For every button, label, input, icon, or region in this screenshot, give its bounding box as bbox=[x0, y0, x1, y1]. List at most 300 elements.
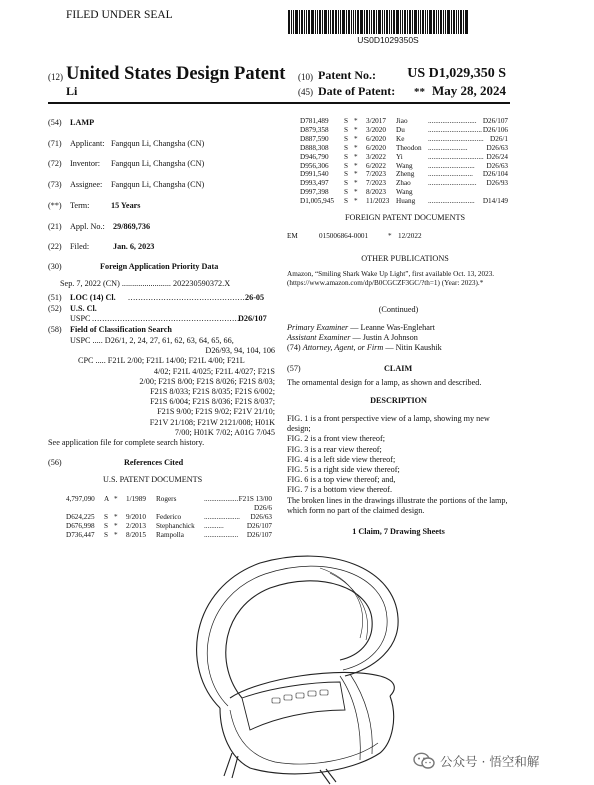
references-heading: References Cited bbox=[124, 458, 184, 467]
barcode-bar bbox=[311, 10, 314, 34]
reference-no: D676,998 bbox=[66, 521, 95, 530]
reference-kind: S bbox=[104, 512, 108, 521]
reference-cls: D26/107 bbox=[482, 117, 508, 125]
reference-no: D1,005,945 bbox=[300, 197, 334, 206]
reference-star: * bbox=[354, 134, 358, 143]
reference-dots: ........... bbox=[204, 521, 224, 530]
reference-no: 4,797,090 bbox=[66, 495, 95, 503]
reference-name: Jiao bbox=[396, 117, 408, 125]
title-code-45: (45) bbox=[298, 87, 313, 97]
reference-dots: .................... bbox=[204, 512, 240, 521]
reference-dots: .............................. bbox=[428, 125, 482, 134]
search-line: D26/93, 94, 104, 106 bbox=[205, 346, 275, 356]
barcode-bar bbox=[433, 10, 435, 34]
field-code: (56) bbox=[48, 458, 62, 467]
field-code: (71) bbox=[48, 139, 62, 148]
reference-star: * bbox=[114, 495, 118, 503]
wechat-icon bbox=[413, 752, 435, 770]
reference-no: D946,790 bbox=[300, 152, 329, 161]
reference-date: 6/2022 bbox=[366, 161, 386, 170]
reference-name: Du bbox=[396, 125, 405, 134]
reference-row bbox=[300, 188, 508, 197]
reference-dots bbox=[204, 504, 234, 513]
description-line: The broken lines in the drawings illustrate the portions of the lamp, which form no part of the claimed design. bbox=[287, 495, 508, 515]
reference-kind: S bbox=[344, 125, 348, 134]
barcode-bar bbox=[420, 10, 421, 34]
search-line: USPC ..... D26/1, 2, 24, 27, 61, 62, 63, 64, 65, 66, bbox=[70, 336, 234, 345]
primary-examiner-label: Primary Examiner bbox=[287, 323, 349, 332]
reference-cls: D26/93 bbox=[486, 179, 508, 188]
reference-dots: .......................... bbox=[428, 197, 475, 206]
reference-name: Rampolla bbox=[156, 530, 184, 539]
description-line: FIG. 6 is a top view thereof; and, bbox=[287, 475, 396, 485]
date-of-patent-label: Date of Patent: bbox=[318, 84, 396, 98]
field-code: (22) bbox=[48, 242, 62, 251]
reference-name: Zhao bbox=[396, 179, 411, 188]
barcode-bar bbox=[445, 10, 446, 34]
reference-cls: D26/1 bbox=[490, 134, 508, 143]
reference-date: 7/2023 bbox=[366, 179, 386, 188]
field-label: Filed: bbox=[70, 242, 90, 251]
reference-no: D879,358 bbox=[300, 125, 329, 134]
field-value: Jan. 6, 2023 bbox=[113, 242, 155, 251]
reference-row bbox=[300, 179, 508, 188]
barcode-bar bbox=[404, 10, 406, 34]
filed-under-seal: FILED UNDER SEAL bbox=[66, 9, 173, 21]
patent-date: May 28, 2024 bbox=[431, 83, 506, 98]
reference-row bbox=[300, 144, 508, 153]
reference-cls: D26/6 bbox=[254, 503, 272, 512]
foreign-patent-heading: FOREIGN PATENT DOCUMENTS bbox=[344, 213, 466, 222]
reference-kind: S bbox=[344, 134, 348, 143]
field-label: Applicant: bbox=[70, 139, 105, 148]
barcode-bar bbox=[346, 10, 347, 34]
search-line: CPC ..... F21L 2/00; F21L 14/00; F21L 4/00; F21L bbox=[78, 356, 245, 366]
search-line: 7/00; H01K 7/02; A01G 7/045 bbox=[174, 427, 275, 437]
us-references-continued bbox=[300, 117, 508, 206]
barcode-bar bbox=[315, 10, 316, 34]
uscl-label: U.S. Cl. bbox=[70, 304, 97, 313]
reference-no bbox=[66, 504, 104, 513]
barcode-bar bbox=[451, 10, 452, 34]
examiners bbox=[287, 323, 510, 354]
barcode-bar bbox=[386, 10, 388, 34]
field-code: (51) bbox=[48, 293, 62, 302]
reference-row bbox=[66, 504, 272, 513]
reference-cls: F21S 13/00 bbox=[238, 495, 272, 503]
barcode-bar bbox=[465, 10, 468, 34]
barcode-bar bbox=[460, 10, 462, 34]
barcode-bar bbox=[332, 10, 334, 34]
barcode-bar bbox=[371, 10, 372, 34]
claim-heading: CLAIM bbox=[384, 364, 413, 373]
inventor-surname: Li bbox=[66, 84, 78, 98]
barcode-bar bbox=[412, 10, 413, 34]
reference-cls bbox=[468, 188, 508, 197]
uscl-sub: USPC bbox=[70, 314, 91, 323]
barcode-bar bbox=[378, 10, 381, 34]
barcode-bar bbox=[458, 10, 459, 34]
reference-kind: S bbox=[344, 143, 348, 152]
reference-name: Stephanchick bbox=[156, 521, 195, 530]
reference-name: Theodon bbox=[396, 143, 422, 152]
reference-dots: .......................... bbox=[428, 161, 475, 170]
barcode-bar bbox=[443, 10, 444, 34]
barcode-bar bbox=[427, 10, 428, 34]
barcode-bar bbox=[425, 10, 426, 34]
barcode-bar bbox=[301, 10, 303, 34]
field-code: (30) bbox=[48, 262, 62, 271]
patent-number: US D1,029,350 S bbox=[407, 66, 506, 81]
patent-title: United States Design Patent bbox=[66, 64, 286, 84]
reference-kind: S bbox=[344, 152, 348, 161]
field-code: (72) bbox=[48, 159, 62, 168]
description-heading: DESCRIPTION bbox=[370, 396, 427, 405]
reference-star: * bbox=[114, 530, 118, 539]
attorney-label: Attorney, Agent, or Firm bbox=[302, 343, 384, 353]
barcode-bar bbox=[317, 10, 318, 34]
field-value: Fangqun Li, Changsha (CN) bbox=[111, 180, 205, 189]
barcode-bar bbox=[293, 10, 294, 34]
reference-cls: D26/107 bbox=[246, 521, 272, 530]
barcode-bar bbox=[369, 10, 370, 34]
assistant-examiner-label: Assistant Examiner bbox=[287, 333, 351, 343]
barcode-bar bbox=[366, 10, 368, 34]
continued-note: (Continued) bbox=[378, 305, 419, 314]
reference-dots: ................... bbox=[204, 530, 239, 539]
reference-star: * bbox=[354, 125, 358, 134]
barcode bbox=[288, 10, 488, 45]
barcode-bar bbox=[463, 10, 464, 34]
reference-cls: D26/107 bbox=[246, 530, 272, 539]
search-line: 2/00; F21S 8/00; F21S 8/026; F21S 8/03; bbox=[139, 376, 275, 386]
barcode-bar bbox=[308, 10, 310, 34]
claim-code: (57) bbox=[287, 364, 301, 373]
primary-examiner-name: — Leanne Was-Englehart bbox=[348, 323, 435, 332]
foreign-star: * bbox=[388, 232, 392, 240]
reference-star bbox=[114, 504, 126, 513]
field-code: (21) bbox=[48, 222, 62, 231]
reference-kind: S bbox=[344, 117, 348, 125]
barcode-bar bbox=[328, 10, 329, 34]
reference-row bbox=[300, 126, 508, 135]
barcode-bar bbox=[295, 10, 298, 34]
reference-star: * bbox=[354, 179, 358, 188]
search-line: F21S 9/00; F21S 9/02; F21V 21/10; bbox=[157, 407, 275, 417]
reference-cls: D26/63 bbox=[486, 161, 508, 170]
us-references-table bbox=[66, 495, 272, 540]
reference-no: D956,306 bbox=[300, 161, 329, 170]
description-line: FIG. 1 is a front perspective view of a lamp, showing my new design; bbox=[287, 414, 490, 434]
field-label: Inventor: bbox=[70, 159, 101, 168]
barcode-bar bbox=[324, 10, 327, 34]
reference-date: 1/1989 bbox=[126, 495, 146, 503]
barcode-bar bbox=[422, 10, 424, 34]
loc-value: 26-05 bbox=[245, 293, 265, 302]
us-patent-docs-heading: U.S. PATENT DOCUMENTS bbox=[103, 475, 203, 484]
description-line: FIG. 5 is a right side view thereof; bbox=[287, 465, 400, 475]
reference-dots bbox=[428, 188, 468, 197]
reference-row bbox=[66, 495, 272, 504]
reference-date: 9/2010 bbox=[126, 512, 146, 521]
barcode-bar bbox=[338, 10, 339, 34]
field-code: (58) bbox=[48, 325, 62, 334]
description-body bbox=[287, 414, 510, 516]
barcode-bar bbox=[373, 10, 375, 34]
search-line: F21S 8/033; F21S 8/035; F21S 6/002; bbox=[150, 387, 275, 397]
reference-date: 3/2022 bbox=[366, 152, 386, 161]
assistant-examiner-name: — Justin A Johnson bbox=[350, 333, 418, 343]
reference-star: * bbox=[114, 512, 118, 521]
lamp-control-panel bbox=[242, 682, 345, 730]
barcode-bar bbox=[351, 10, 352, 34]
field-label: LAMP bbox=[70, 118, 95, 127]
claim-heading-row bbox=[287, 364, 510, 374]
search-line: F21S 6/004; F21S 8/036; F21S 8/037; bbox=[150, 397, 275, 407]
reference-kind: S bbox=[344, 170, 348, 179]
header-rule bbox=[48, 102, 510, 104]
barcode-bar bbox=[384, 10, 385, 34]
reference-no: D781,489 bbox=[300, 117, 329, 125]
reference-star: * bbox=[354, 143, 358, 152]
description-line: FIG. 3 is a rear view thereof; bbox=[287, 444, 382, 454]
reference-date: 6/2020 bbox=[366, 134, 386, 143]
reference-cls: D26/104 bbox=[482, 170, 508, 179]
attorney-line bbox=[287, 343, 510, 353]
reference-star: * bbox=[354, 117, 358, 125]
watermark-text: 公众号 · 悟空和解 bbox=[440, 754, 540, 769]
reference-no: D736,447 bbox=[66, 530, 95, 539]
barcode-bar bbox=[304, 10, 305, 34]
reference-row bbox=[300, 170, 508, 179]
reference-cls: D26/63 bbox=[250, 512, 272, 521]
barcode-number: US0D1029350S bbox=[357, 35, 419, 45]
attorney-code: (74) bbox=[287, 343, 301, 353]
uscl-value: D26/107 bbox=[238, 314, 267, 323]
reference-name: Yi bbox=[396, 152, 403, 161]
reference-kind: S bbox=[344, 188, 348, 197]
field-search-lines bbox=[48, 336, 275, 448]
assistant-examiner-line bbox=[287, 333, 510, 343]
barcode-bar bbox=[447, 10, 450, 34]
field-value: 15 Years bbox=[111, 201, 141, 210]
field-label: Appl. No.: bbox=[70, 222, 105, 231]
field-label: Assignee: bbox=[70, 180, 103, 189]
reference-cls: D26/106 bbox=[482, 125, 508, 134]
barcode-bar bbox=[396, 10, 399, 34]
barcode-bar bbox=[288, 10, 290, 34]
barcode-bar bbox=[409, 10, 411, 34]
field-search-heading: Field of Classification Search bbox=[70, 325, 172, 334]
barcode-bar bbox=[440, 10, 442, 34]
reference-star: * bbox=[114, 521, 118, 530]
other-publications-heading: OTHER PUBLICATIONS bbox=[361, 254, 449, 263]
barcode-bar bbox=[330, 10, 331, 34]
watermark bbox=[413, 752, 539, 770]
reference-row bbox=[66, 513, 272, 522]
reference-star: * bbox=[354, 188, 358, 197]
search-note: See application file for complete search history. bbox=[48, 438, 205, 448]
reference-row bbox=[66, 531, 272, 540]
reference-date bbox=[126, 504, 156, 513]
title-code-10: (10) bbox=[298, 72, 313, 82]
reference-date: 6/2020 bbox=[366, 143, 386, 152]
reference-row bbox=[300, 135, 508, 144]
barcode-bar bbox=[335, 10, 337, 34]
reference-dots: ........................... bbox=[428, 117, 477, 125]
description-line: FIG. 7 is a bottom view thereof. bbox=[287, 485, 393, 495]
other-publication-text: Amazon, “Smiling Shark Wake Up Light”, first available Oct. 13, 2023. (https://www.amazon.com/dp/B0CGCZF3GC/?th=1) (Year: 2023).* bbox=[287, 270, 495, 287]
reference-row bbox=[300, 162, 508, 171]
barcode-bar bbox=[453, 10, 455, 34]
lamp-ring-inner bbox=[226, 581, 372, 698]
barcode-bars bbox=[288, 10, 488, 34]
field-value: Fangqun Li, Changsha (CN) bbox=[111, 159, 205, 168]
reference-name: Rogers bbox=[156, 495, 177, 503]
reference-kind: A bbox=[104, 495, 110, 503]
claims-summary: 1 Claim, 7 Drawing Sheets bbox=[352, 527, 445, 536]
reference-star: * bbox=[354, 152, 358, 161]
reference-no: D991,540 bbox=[300, 170, 329, 179]
reference-cls: D26/24 bbox=[486, 152, 508, 161]
reference-kind: S bbox=[344, 197, 348, 206]
reference-no: D624,225 bbox=[66, 512, 95, 521]
barcode-bar bbox=[429, 10, 432, 34]
barcode-bar bbox=[382, 10, 383, 34]
reference-name: Zheng bbox=[396, 170, 415, 179]
barcode-bar bbox=[299, 10, 300, 34]
barcode-bar bbox=[418, 10, 419, 34]
barcode-bar bbox=[376, 10, 377, 34]
reference-cls: D26/63 bbox=[486, 143, 508, 152]
reference-row bbox=[300, 197, 508, 206]
barcode-bar bbox=[355, 10, 356, 34]
barcode-bar bbox=[357, 10, 359, 34]
barcode-bar bbox=[438, 10, 439, 34]
lamp-drawing bbox=[180, 548, 420, 785]
reference-star: * bbox=[354, 170, 358, 179]
barcode-bar bbox=[348, 10, 350, 34]
uscl-dots: .......................................................... bbox=[92, 314, 240, 323]
reference-kind: S bbox=[344, 179, 348, 188]
reference-name: Wang bbox=[396, 161, 413, 170]
barcode-bar bbox=[319, 10, 321, 34]
reference-dots: ............................... bbox=[428, 134, 484, 143]
search-line: F21V 21/108; F21W 2121/008; H01K bbox=[149, 417, 275, 427]
reference-no: D997,398 bbox=[300, 188, 329, 197]
barcode-bar bbox=[353, 10, 354, 34]
barcode-bar bbox=[340, 10, 341, 34]
barcode-bar bbox=[306, 10, 307, 34]
field-code: (**) bbox=[48, 201, 62, 210]
barcode-bar bbox=[400, 10, 401, 34]
reference-name: Wang bbox=[396, 188, 413, 197]
foreign-date: 12/2022 bbox=[398, 232, 422, 240]
barcode-bar bbox=[342, 10, 345, 34]
barcode-bar bbox=[322, 10, 323, 34]
title-code-12: (12) bbox=[48, 72, 63, 82]
barcode-bar bbox=[360, 10, 363, 34]
reference-kind: S bbox=[104, 521, 108, 530]
reference-cls: D14/149 bbox=[482, 197, 508, 206]
barcode-bar bbox=[456, 10, 457, 34]
description-line: FIG. 2 is a front view thereof; bbox=[287, 434, 385, 444]
primary-examiner-line bbox=[287, 323, 510, 333]
priority-line: Sep. 7, 2022 (CN) ........................ 202230590372.X bbox=[60, 279, 231, 288]
reference-date: 8/2023 bbox=[366, 188, 386, 197]
description-line: FIG. 4 is a left side view thereof; bbox=[287, 454, 396, 464]
foreign-country: EM bbox=[287, 232, 298, 240]
reference-name: Federico bbox=[156, 512, 182, 521]
reference-kind bbox=[104, 504, 114, 513]
barcode-bar bbox=[389, 10, 390, 34]
reference-dots: ............................... bbox=[428, 152, 484, 161]
reference-date: 8/2015 bbox=[126, 530, 146, 539]
reference-date: 3/2020 bbox=[366, 125, 386, 134]
attorney-name: — Nitin Kaushik bbox=[383, 343, 442, 353]
reference-dots: ......................... bbox=[428, 170, 473, 179]
reference-dots: ................... bbox=[204, 495, 239, 503]
loc-label: LOC (14) Cl. bbox=[70, 293, 116, 302]
priority-heading: Foreign Application Priority Data bbox=[100, 262, 219, 271]
reference-row bbox=[66, 522, 272, 531]
field-value: 29/869,736 bbox=[113, 222, 151, 231]
foreign-patent-row bbox=[287, 232, 507, 241]
reference-kind: S bbox=[104, 530, 108, 539]
barcode-bar bbox=[402, 10, 403, 34]
reference-star: * bbox=[354, 197, 358, 206]
reference-dots: ...................... bbox=[428, 143, 468, 152]
lamp-base-front bbox=[220, 696, 394, 774]
date-marker: ** bbox=[414, 86, 425, 98]
reference-star: * bbox=[354, 161, 358, 170]
reference-no: D888,308 bbox=[300, 143, 329, 152]
reference-date: 7/2023 bbox=[366, 170, 386, 179]
reference-kind: S bbox=[344, 161, 348, 170]
reference-name: Ke bbox=[396, 134, 405, 143]
reference-date: 11/2023 bbox=[366, 197, 390, 206]
left-column bbox=[48, 118, 278, 538]
barcode-bar bbox=[391, 10, 392, 34]
reference-row bbox=[300, 153, 508, 162]
barcode-bar bbox=[407, 10, 408, 34]
search-line: 4/02; F21L 4/025; F21L 4/027; F21S bbox=[153, 366, 275, 376]
barcode-bar bbox=[393, 10, 395, 34]
reference-date: 2/2013 bbox=[126, 521, 146, 530]
loc-dots: .............................................. bbox=[128, 293, 246, 302]
reference-row bbox=[300, 117, 508, 126]
reference-no: D887,590 bbox=[300, 134, 329, 143]
field-value: Fangqun Li, Changsha (CN) bbox=[111, 139, 205, 148]
field-code: (52) bbox=[48, 304, 62, 313]
patent-no-label: Patent No.: bbox=[318, 68, 376, 82]
barcode-bar bbox=[414, 10, 417, 34]
lamp-foot-right bbox=[320, 769, 336, 784]
claim-text: The ornamental design for a lamp, as shown and described. bbox=[287, 378, 482, 387]
reference-date: 3/2017 bbox=[366, 117, 386, 125]
reference-name bbox=[156, 504, 204, 513]
field-code: (54) bbox=[48, 118, 62, 127]
reference-dots: ........................... bbox=[428, 179, 477, 188]
barcode-bar bbox=[364, 10, 365, 34]
field-code: (73) bbox=[48, 180, 62, 189]
barcode-bar bbox=[291, 10, 292, 34]
field-label: Term: bbox=[70, 201, 90, 210]
reference-no: D993,497 bbox=[300, 179, 329, 188]
foreign-number: 015006864-0001 bbox=[319, 232, 369, 240]
barcode-bar bbox=[436, 10, 437, 34]
reference-name: Huang bbox=[396, 197, 416, 206]
